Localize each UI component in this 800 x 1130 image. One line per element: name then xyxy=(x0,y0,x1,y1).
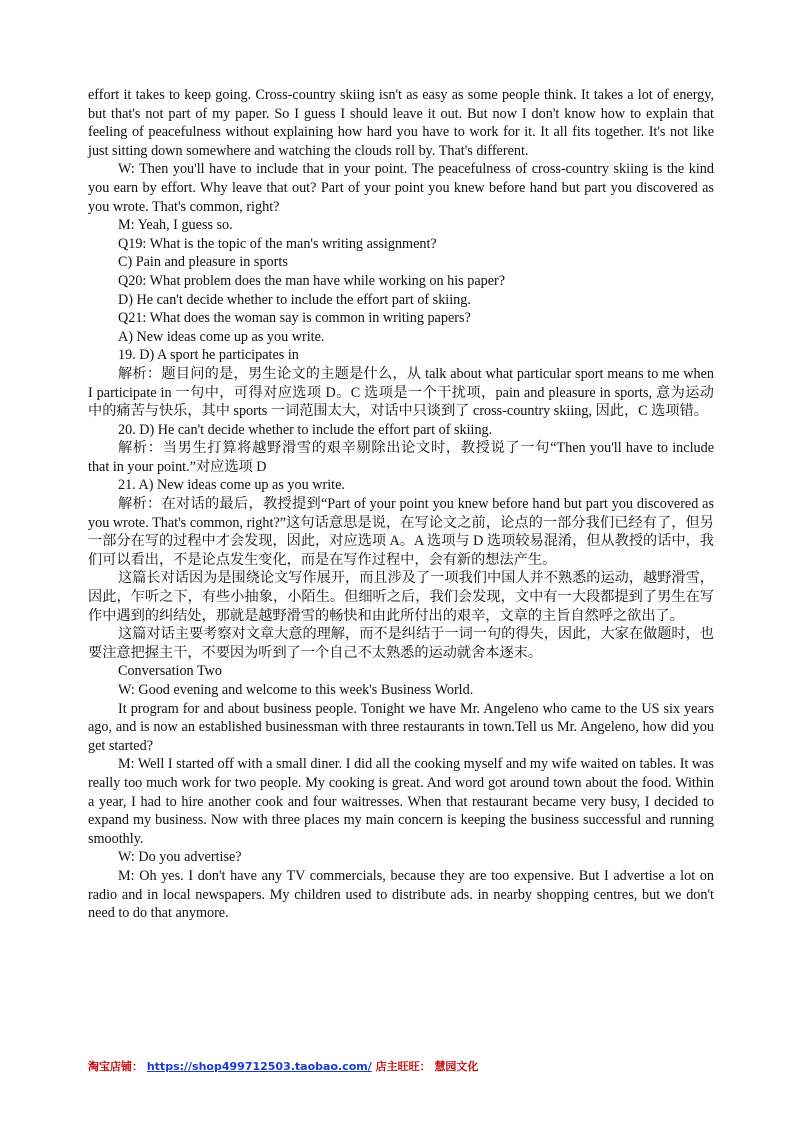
dialogue-line: W: Good evening and welcome to this week's Business World. xyxy=(118,682,474,698)
paragraph: W: Then you'll have to include that in your point. The peacefulness of cross-country skiing is the kind you earn by effort. Why leave that out? Part of your point you knew before hand but part you discovered as you wrote. That's common, right? xyxy=(88,161,714,215)
paragraph: effort it takes to keep going. Cross-country skiing isn't as easy as some people think. It takes a lot of energy, but that's not part of my paper. So I guess I should leave it out. But now I don't know how to explain that feeling of peacefulness without explaining how hard you have to work for it. It all fits together. It's not like just sitting down somewhere and watching the clouds roll by. That's different. xyxy=(88,87,714,159)
dialogue-line: M: Oh yes. I don't have any TV commercials, because they are too expensive. But I advertise a lot on radio and in local newspapers. My children used to distribute ads. in nearby shopping centres, but we don't need to do that anymore. xyxy=(88,867,714,922)
answer-key-line: 21. A) New ideas come up as you write. xyxy=(118,477,345,494)
question-line: Q21: What does the woman say is common in writing papers? xyxy=(118,310,471,327)
footer-owner-name: 慧园文化 xyxy=(434,1060,479,1073)
commentary-paragraph: 这篇对话主要考察对文章大意的理解，而不是纠结于一词一句的得失，因此，大家在做题时，也要注意把握主干，不要因为听到了一个自己不太熟悉的运动就舍本逐末。 xyxy=(88,626,714,661)
dialogue-line: It program for and about business people. Tonight we have Mr. Angeleno who came to the US six years ago, and is now an established businessman with three restaurants in town.Tell us Mr. Angeleno, how did you get started? xyxy=(88,700,714,754)
commentary-paragraph: 这篇长对话因为是围绕论文写作展开，而且涉及了一项我们中国人并不熟悉的运动，越野滑雪，因此，乍听之下，有些小抽象，小陌生。但细听之后，我们会发现，文中有一大段都提到了男生在写作中遇到的纠结处，那就是越野滑雪的畅快和由此所付出的艰辛，文章的主旨自然呼之欲出了。 xyxy=(88,570,714,624)
footer-owner-label: 店主旺旺： xyxy=(375,1060,431,1073)
answer-line: A) New ideas come up as you write. xyxy=(118,328,325,345)
answer-line: D) He can't decide whether to include the effort part of skiing. xyxy=(118,291,471,308)
footer-shop-link[interactable]: https://shop499712503.taobao.com/ xyxy=(146,1060,372,1073)
answer-line: C) Pain and pleasure in sports xyxy=(118,254,288,271)
analysis-paragraph: 解析：当男生打算将越野滑雪的艰辛剔除出论文时，教授说了一句“Then you'll have to include that in your point.”对应选项 D xyxy=(88,440,714,475)
page-footer xyxy=(88,1058,478,1074)
section-heading: Conversation Two xyxy=(118,663,222,680)
document-body xyxy=(88,86,714,923)
paragraph: M: Yeah, I guess so. xyxy=(118,217,233,234)
question-line: Q19: What is the topic of the man's writing assignment? xyxy=(118,235,437,252)
dialogue-line: W: Do you advertise? xyxy=(118,849,242,866)
analysis-paragraph: 解析：题目问的是，男生论文的主题是什么，从 talk about what particular sport means to me when I participate in 一句中，可得对应选项 D。C 选项是一个干扰项，pain and pleasure in sports, 意为运动中的痛苦与快乐，其中 sports 一词范围太大，对话中只谈到了 cross-country skiing, 因此，C 选项错。 xyxy=(88,365,714,420)
analysis-paragraph: 解析：在对话的最后，教授提到“Part of your point you knew before hand but part you discovered as you wrote. That's common, right?”这句话意思是说，在写论文之前，论点的一部分我们已经有了，但另一部分在写的过程中才会发现，因此，对应选项 A。A 选项与 D 选项较易混淆，但从教授的话中，我们可以看出，不是论点发生变化，而是在写作过程中，会有新的想法产生。 xyxy=(88,496,714,568)
answer-key-line: 20. D) He can't decide whether to include the effort part of skiing. xyxy=(118,421,493,438)
dialogue-line: M: Well I started off with a small diner. I did all the cooking myself and my wife waited on tables. It was really too much work for two people. My cooking is great. And word got around town about the food. Within a year, I had to hire another cook and four waitresses. When that restaurant became very busy, I decided to expand my business. Now with three places my main concern is keeping the business successful and running smoothly. xyxy=(88,756,714,847)
footer-shop-label: 淘宝店铺： xyxy=(88,1060,143,1073)
question-line: Q20: What problem does the man have while working on his paper? xyxy=(118,272,506,289)
answer-key-line: 19. D) A sport he participates in xyxy=(118,347,299,364)
